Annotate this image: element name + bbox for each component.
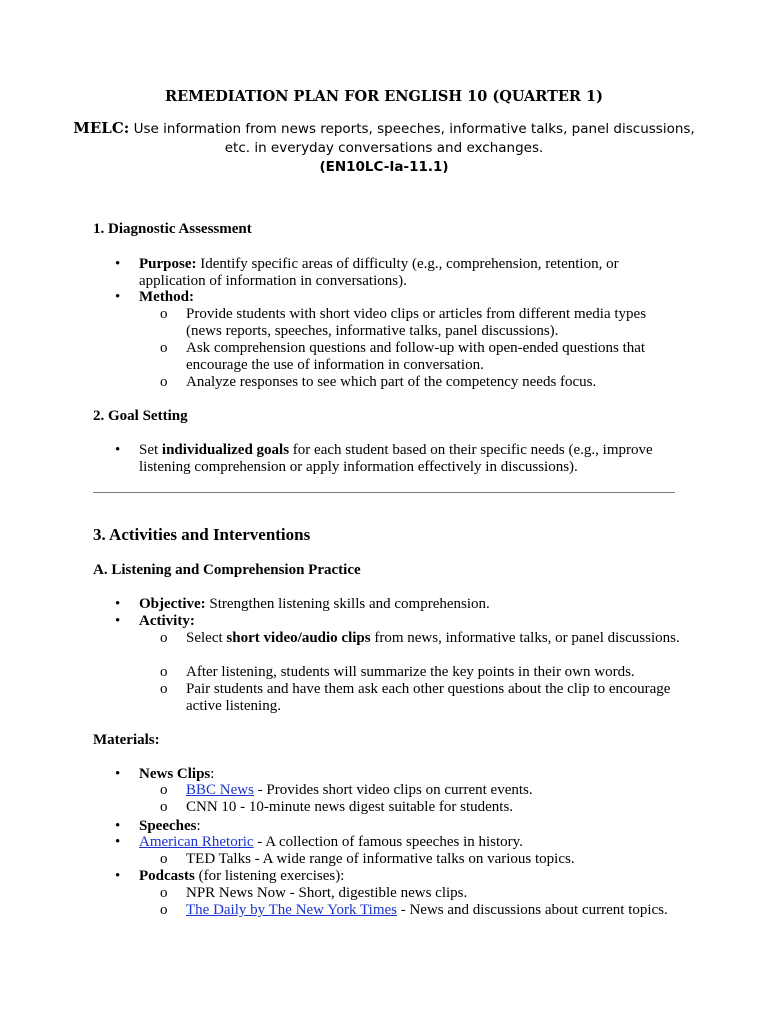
activity-item-3: Pair students and have them ask each other questions about the clip to encourage active listening. xyxy=(186,681,671,714)
objective-item xyxy=(139,596,679,613)
section-3a-heading: A. Listening and Comprehension Practice xyxy=(93,562,361,578)
sub-bullet-marker xyxy=(160,902,168,919)
sub-bullet-marker xyxy=(160,782,168,799)
activity-1-bold: short video/audio clips xyxy=(226,630,371,646)
goal-post: for each student based on their specific needs (e.g., improve listening comprehension or apply information effectively in discussions). xyxy=(139,442,653,475)
speeches-label: Speeches xyxy=(139,818,197,834)
activity-item xyxy=(139,613,679,630)
bullet-marker xyxy=(115,442,120,459)
sub-bullet-marker xyxy=(160,851,168,868)
section-2-heading: 2. Goal Setting xyxy=(93,408,188,424)
bullet-marker xyxy=(115,596,120,613)
activity-item-1 xyxy=(186,630,681,647)
bullet-marker xyxy=(115,834,120,851)
american-rhetoric-text: - A collection of famous speeches in history. xyxy=(257,834,523,850)
speeches-item xyxy=(139,818,679,835)
the-daily-text: - News and discussions about current topics. xyxy=(400,902,668,918)
news-clips-label: News Clips xyxy=(139,766,211,782)
sub-bullet-marker xyxy=(160,664,168,681)
activity-1-pre: Select xyxy=(186,630,223,646)
sub-bullet-marker xyxy=(160,374,168,391)
podcasts-item xyxy=(139,868,679,885)
method-item-1: Provide students with short video clips or articles from different media types (news reports, speeches, informative talks, panel discussions). xyxy=(186,306,647,339)
objective-text: Strengthen listening skills and comprehension. xyxy=(209,596,490,612)
goal-item xyxy=(139,442,679,476)
podcasts-text: (for listening exercises): xyxy=(198,868,345,884)
method-label: Method: xyxy=(139,289,194,305)
activity-label: Activity: xyxy=(139,613,195,629)
sub-bullet-marker xyxy=(160,340,168,357)
goal-pre: Set xyxy=(139,442,159,458)
sub-bullet-marker xyxy=(160,885,168,902)
sub-bullet-marker xyxy=(160,799,168,816)
activity-1-post: from news, informative talks, or panel discussions. xyxy=(374,630,680,646)
goal-bold: individualized goals xyxy=(161,442,290,458)
npr-item: NPR News Now - Short, digestible news clips. xyxy=(186,885,468,901)
horizontal-rule xyxy=(93,492,675,493)
activity-item-2: After listening, students will summarize the key points in their own words. xyxy=(186,664,635,680)
bullet-marker xyxy=(115,818,120,835)
sub-bullet-marker xyxy=(160,306,168,323)
the-daily-link[interactable]: The Daily by The New York Times xyxy=(186,902,397,918)
bbc-news-link[interactable]: BBC News xyxy=(186,782,254,798)
daily-item xyxy=(186,902,681,919)
bullet-marker xyxy=(115,766,120,783)
bullet-marker xyxy=(115,613,120,630)
american-rhetoric-link[interactable]: American Rhetoric xyxy=(139,834,254,850)
news-clips-colon: : xyxy=(210,766,215,782)
ted-item: TED Talks - A wide range of informative talks on various topics. xyxy=(186,851,575,867)
sub-bullet-marker xyxy=(160,630,168,647)
method-item-2: Ask comprehension questions and follow-up with open-ended questions that encourage the use of information in conversation. xyxy=(186,340,646,373)
cnn-item: CNN 10 - 10-minute news digest suitable for students. xyxy=(186,799,514,815)
melc-code: (EN10LC-Ia-11.1) xyxy=(319,159,449,175)
materials-heading: Materials: xyxy=(93,732,160,748)
bullet-marker xyxy=(115,868,120,885)
purpose-label: Purpose: xyxy=(139,256,197,272)
melc-label: MELC: xyxy=(73,119,130,137)
sub-bullet-marker xyxy=(160,681,168,698)
podcasts-label: Podcasts xyxy=(139,868,195,884)
section-1-heading: 1. Diagnostic Assessment xyxy=(93,221,252,237)
bullet-marker xyxy=(115,256,120,273)
melc-text: Use information from news reports, speeches, informative talks, panel discussions, etc. in everyday conversations and exchanges. xyxy=(133,121,695,156)
melc-block xyxy=(60,119,708,177)
american-rhetoric-item xyxy=(139,834,679,851)
section-3-heading: 3. Activities and Interventions xyxy=(93,525,311,544)
bbc-text: - Provides short video clips on current events. xyxy=(257,782,533,798)
news-clips-item xyxy=(139,766,679,783)
purpose-text: Identify specific areas of difficulty (e.g., comprehension, retention, or application of information in conversations). xyxy=(139,256,619,289)
bbc-item xyxy=(186,782,681,799)
method-item-3: Analyze responses to see which part of the competency needs focus. xyxy=(186,374,597,390)
document-title: REMEDIATION PLAN FOR ENGLISH 10 (QUARTER 1) xyxy=(165,88,603,105)
objective-label: Objective: xyxy=(139,596,206,612)
purpose-item xyxy=(139,256,679,290)
method-item xyxy=(139,289,679,306)
bullet-marker xyxy=(115,289,120,306)
speeches-colon: : xyxy=(196,818,201,834)
